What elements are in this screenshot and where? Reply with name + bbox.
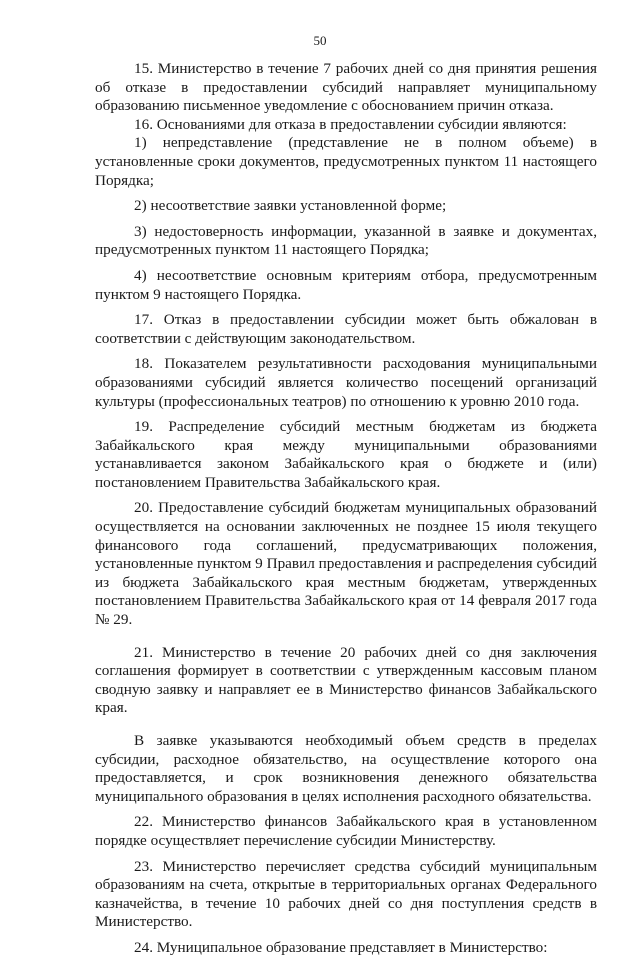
paragraph-22: 22. Министерство финансов Забайкальского края в установленном порядке осуществляет перечисление субсидии Министерству.: [95, 813, 597, 849]
paragraph-21: 21. Министерство в течение 20 рабочих дней со дня заключения соглашения формирует в соответствии с утвержденным кассовым планом сводную заявку и направляет ее в Министерство финансов Забайкальского края.: [95, 643, 597, 717]
list-item-16-3: 3) недостоверность информации, указанной в заявке и документах, предусмотренных пунктом 11 настоящего Порядка;: [95, 222, 597, 259]
document-body: [95, 60, 597, 958]
paragraph-23: 23. Министерство перечисляет средства субсидий муниципальным образованиям на счета, открытые в территориальных органах Федерального казначейства, в течение 10 рабочих дней со дня поступления средств в Министерство.: [95, 857, 597, 931]
paragraph-15: 15. Министерство в течение 7 рабочих дней со дня принятия решения об отказе в предоставлении субсидий направляет муниципальному образованию письменное уведомление с обоснованием причин отказа.: [95, 60, 597, 115]
paragraph-21-continued: В заявке указываются необходимый объем средств в пределах субсидии, расходное обязательство, на осуществление которого она предоставляется, и срок возникновения денежного обязательства муниципального образования в целях исполнения расходного обязательства.: [95, 732, 597, 805]
page-number: 50: [313, 33, 327, 48]
paragraph-20: 20. Предоставление субсидий бюджетам муниципальных образований осуществляется на основании заключенных не позднее 15 июля текущего финансового года соглашений, предусматривающих положения, установленные пунктом 9 Правил предоставления и распределения субсидий из бюджета Забайкальского края местным бюджетам, утвержденных постановлением Правительства Забайкальского края от 14 февраля 2017 года № 29.: [95, 499, 597, 629]
list-item-16-4: 4) несоответствие основным критериям отбора, предусмотренным пунктом 9 настоящего Порядка.: [95, 266, 597, 303]
paragraph-18: 18. Показателем результативности расходования муниципальными образованиями субсидий является количество посещений организаций культуры (профессиональных театров) по отношению к уровню 2010 года.: [95, 355, 597, 410]
list-item-16-1: 1) непредставление (представление не в полном объеме) в установленные сроки документов, предусмотренных пунктом 11 настоящего Порядка;: [95, 134, 597, 189]
paragraph-16: 16. Основаниями для отказа в предоставлении субсидии являются:: [134, 115, 567, 133]
paragraph-24: 24. Муниципальное образование представляет в Министерство:: [134, 938, 548, 956]
list-item-16-2: 2) несоответствие заявки установленной форме;: [134, 197, 447, 215]
paragraph-17: 17. Отказ в предоставлении субсидии может быть обжалован в соответствии с действующим законодательством.: [95, 311, 597, 347]
paragraph-19: 19. Распределение субсидий местным бюджетам из бюджета Забайкальского края между муниципальными образованиями устанавливается законом Забайкальского края о бюджете и (или) постановлением Правительства Забайкальского края.: [95, 418, 597, 491]
